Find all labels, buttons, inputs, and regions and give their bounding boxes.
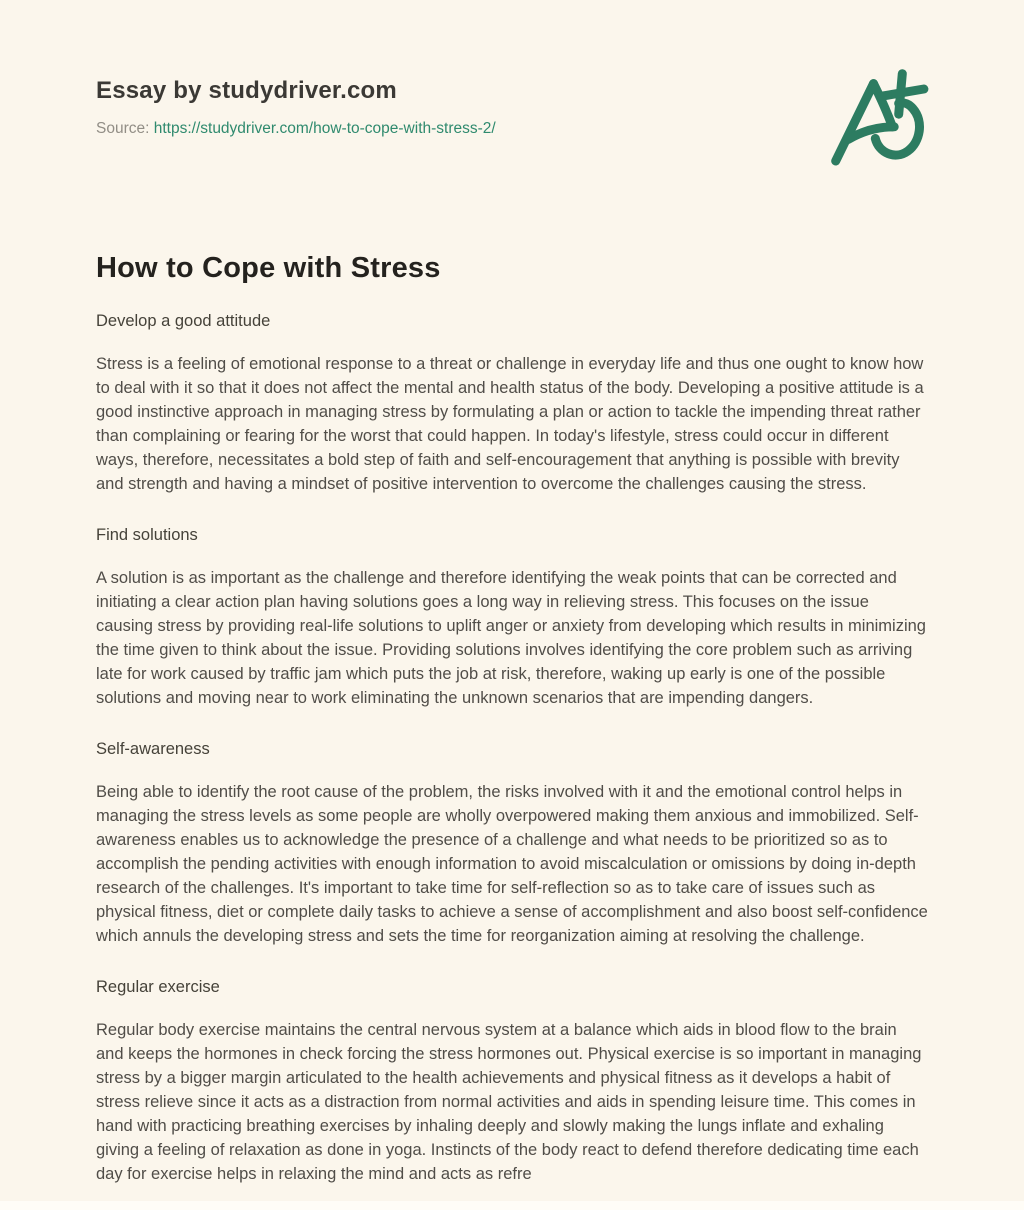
section-heading: Find solutions	[96, 526, 198, 544]
source-label: Source:	[96, 120, 150, 137]
essay-section	[96, 978, 928, 1186]
section-paragraph: A solution is as important as the challenge and therefore identifying the weak points that can be corrected and initiating a clear action plan having solutions goes a long way in relieving stress. This focuses on the issue causing stress by providing real-life solutions to uplift anger or anxiety from developing which results in minimizing the time given to think about the issue. Providing solutions involves identifying the core problem such as arriving late for work caused by traffic jam which puts the job at risk, therefore, waking up early is one of the possible solutions and moving near to work eliminating the unknown scenarios that are impending dangers.	[96, 569, 926, 707]
essay-title: How to Cope with Stress	[96, 252, 441, 284]
site-title: Essay by studydriver.com	[96, 77, 397, 104]
essay-content	[0, 252, 1024, 1186]
source-link[interactable]: https://studydriver.com/how-to-cope-with-stress-2/	[153, 120, 496, 137]
section-heading: Self-awareness	[96, 740, 210, 758]
section-paragraph: Regular body exercise maintains the central nervous system at a balance which aids in blood flow to the brain and keeps the hormones in check forcing the stress hormones out. Physical exercise is so important in managing stress by a bigger margin articulated to the health achievements and physical fitness as it develops a habit of stress relieve since it acts as a distraction from normal activities and aids in spending leisure time. This comes in hand with practicing breathing exercises by inhaling deeply and slowly making the lungs inflate and exhaling giving a feeling of relaxation as done in yoga. Instincts of the body react to defend therefore dedicating time each day for exercise helps in relaxing the mind and acts as refre	[96, 1021, 922, 1183]
essay-section	[96, 740, 928, 948]
section-paragraph: Being able to identify the root cause of the problem, the risks involved with it and the emotional control helps in managing the stress levels as some people are wholly overpowered making them anxious and immobilized. Self-awareness enables us to acknowledge the presence of a challenge and what needs to be prioritized so as to accomplish the pending activities with enough information to avoid miscalculation or omissions by doing in-depth research of the challenges. It's important to take time for self-reflection so as to take care of issues such as physical fitness, diet or complete daily tasks to achieve a sense of accomplishment and also boost self-confidence which annuls the developing stress and sets the time for reorganization aiming at resolving the challenge.	[96, 783, 928, 945]
section-heading: Develop a good attitude	[96, 312, 271, 330]
source-line	[96, 120, 928, 138]
essay-section	[96, 312, 928, 496]
studydriver-a-plus-logo-icon	[824, 62, 932, 170]
essay-section	[96, 526, 928, 710]
section-paragraph: Stress is a feeling of emotional response to a threat or challenge in everyday life and thus one ought to know how to deal with it so that it does not affect the mental and health status of the body. Developing a positive attitude is a good instinctive approach in managing stress by formulating a plan or action to tackle the impending threat rather than complaining or fearing for the worst that could happen. In today's lifestyle, stress could occur in different ways, therefore, necessitates a bold step of faith and self-encouragement that anything is possible with brevity and strength and having a mindset of positive intervention to overcome the challenges causing the stress.	[96, 355, 924, 493]
page-bottom-edge	[0, 1201, 1024, 1210]
section-heading: Regular exercise	[96, 978, 220, 996]
